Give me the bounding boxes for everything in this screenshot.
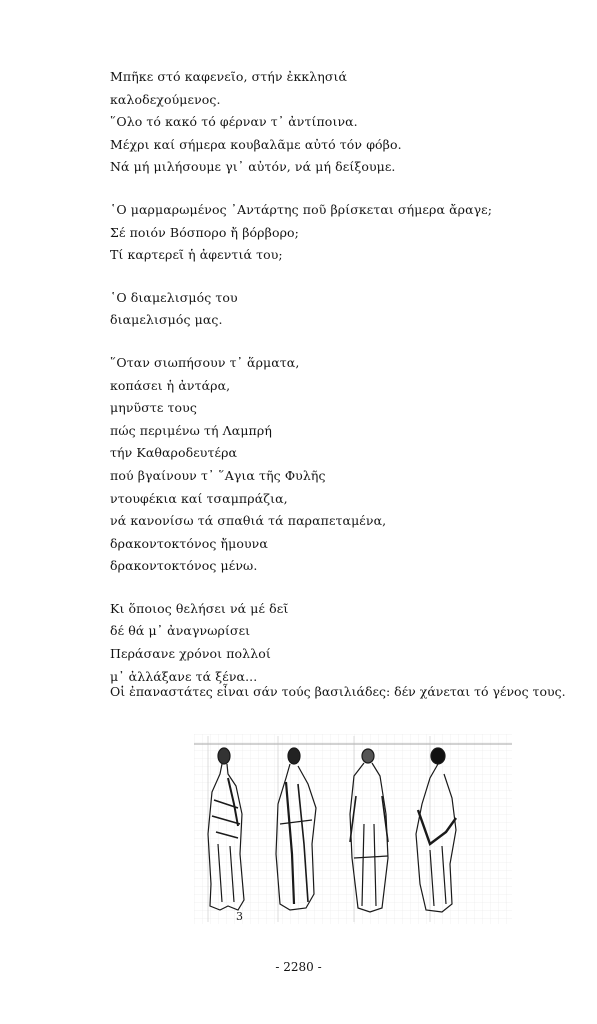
poem-line: ῞Ολο τό κακό τό φέρναν τ᾽ ἀντίποινα. [110,114,358,130]
stanza-1 [110,66,580,179]
poem-line: δρακοντοκτόνος ἤμουνα [110,535,268,551]
stanza-3 [110,287,580,332]
poem-line: ῞Οταν σιωπήσουν τ᾽ ἅρματα, [110,354,300,370]
poem-line: Μπῆκε στό καφενεῖο, στήν ἐκκλησιά [110,69,348,84]
poem-line: Μέχρι καί σήμερα κουβαλᾶμε αὐτό τόν φόβο. [110,136,402,152]
poem-line: δέ θά μ᾽ ἀναγνωρίσει [110,623,251,639]
stanza-4 [110,352,580,578]
poem-line: μ᾽ ἀλλάξανε τά ξένα... [110,668,258,684]
poem-line: μηνῦστε τους [110,400,197,416]
figure-sketch-illustration [194,734,512,924]
poem-line: τήν Καθαροδευτέρα [110,445,238,461]
poem-body [110,66,580,688]
stanza-5 [110,598,580,688]
poem-line: δρακοντοκτόνος μένω. [110,558,258,574]
poem-line: ῾Ο μαρμαρωμένος ᾿Αντάρτης ποῦ βρίσκεται σήμερα ἄραγε; [110,201,493,217]
closing-line: Οἱ ἐπαναστάτες εἶναι σάν τούς βασιλιάδες: δέν χάνεται τό γένος τους. [110,684,566,699]
stanza-2 [110,199,580,267]
sketch-mark: 3 [236,910,243,923]
poem-line: Περάσανε χρόνοι πολλοί [110,646,271,662]
poem-line: διαμελισμός μας. [110,312,223,328]
poem-line: Νά μή μιλήσουμε γι᾽ αὐτόν, νά μή δείξουμε. [110,159,396,175]
poem-line: Κι ὅποιος θελήσει νά μέ δεῖ [110,600,289,616]
poem-line: Τί καρτερεῖ ἡ ἀφεντιά του; [110,247,283,263]
poem-line: πού βγαίνουν τ᾽ ῞Αγια τῆς Φυλῆς [110,467,326,483]
poem-line: ῾Ο διαμελισμός του [110,289,238,305]
page-number: - 2280 - [275,960,322,974]
poem-line: ντουφέκια καί τσαμπράζια, [110,490,288,506]
poem-line: κοπάσει ἡ ἀντάρα, [110,377,231,393]
poem-line: νά κανονίσω τά σπαθιά τά παραπεταμένα, [110,513,387,529]
poem-line: Σέ ποιόν Βόσπορο ἤ βόρβορο; [110,224,299,240]
poem-line: καλοδεχούμενος. [110,91,221,107]
poem-line: πώς περιμένω τή Λαμπρή [110,422,272,438]
